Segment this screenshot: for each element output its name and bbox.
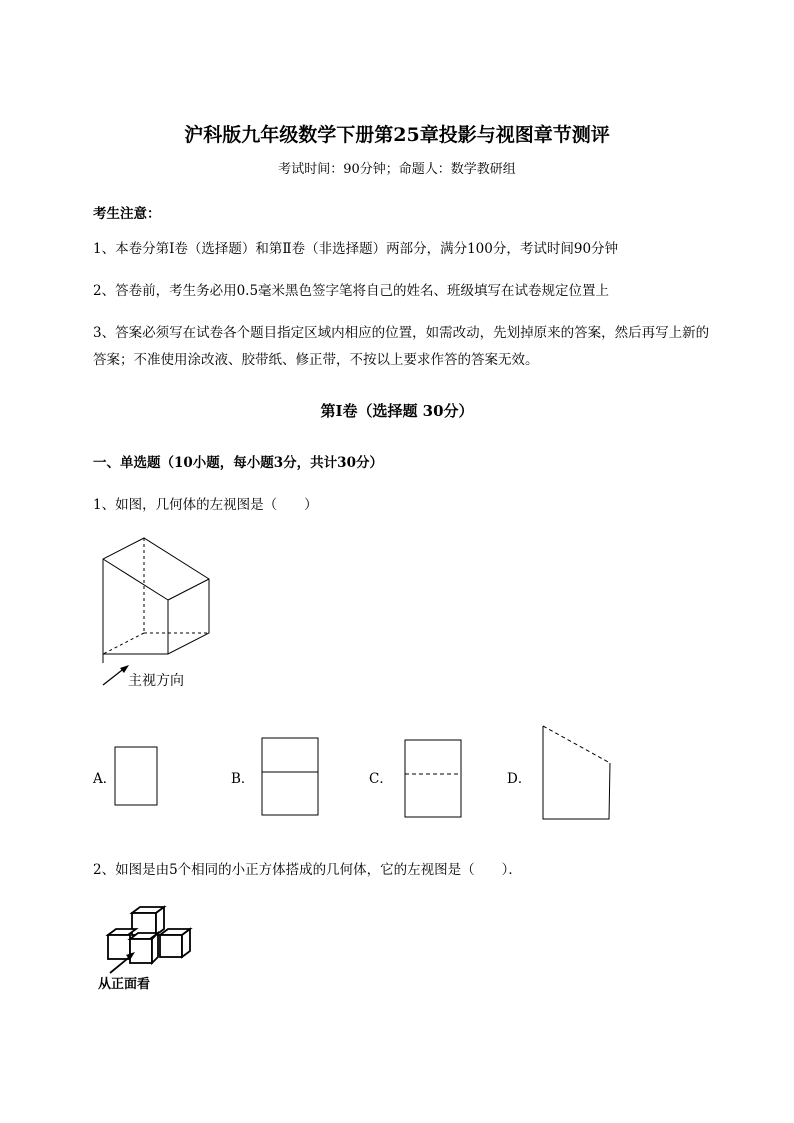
page-title: 沪科版九年级数学下册第25章投影与视图章节测评 <box>184 124 610 146</box>
option-b-label[interactable]: B． <box>231 771 255 787</box>
view-direction-label-2: 从正面看 <box>98 977 151 992</box>
notice-item-1: 1、本卷分第I卷（选择题）和第Ⅱ卷（非选择题）两部分，满分100分，考试时间90分钟 <box>93 241 619 257</box>
option-a-figure[interactable] <box>114 746 160 808</box>
question-1-text: 1、如图，几何体的左视图是（ ） <box>93 497 318 513</box>
option-c-label[interactable]: C． <box>369 771 393 787</box>
part-heading: 一、单选题（10小题，每小题3分，共计30分） <box>93 455 383 471</box>
question-2-figure <box>102 905 197 975</box>
question-1-figure <box>95 530 220 665</box>
question-2-text: 2、如图是由5个相同的小正方体搭成的几何体，它的左视图是（ ）． <box>93 862 522 878</box>
notice-heading: 考生注意： <box>93 206 161 222</box>
option-c-figure[interactable] <box>404 739 464 819</box>
option-d-figure[interactable] <box>541 724 613 822</box>
section-title: 第I卷（选择题 30分） <box>320 402 474 420</box>
notice-item-2: 2、答卷前，考生务必用0.5毫米黑色签字笔将自己的姓名、班级填写在试卷规定位置上 <box>93 283 610 299</box>
option-b-figure[interactable] <box>261 737 321 817</box>
exam-info: 考试时间：90分钟；命题人：数学教研组 <box>278 162 516 177</box>
notice-item-3: 3、答案必须写在试卷各个题目指定区域内相应的位置，如需改动，先划掉原来的答案，然后再写上新的答案；不准使用涂改液、胶带纸、修正带，不按以上要求作答的答案无效。 <box>93 325 710 368</box>
option-a-label[interactable]: A． <box>93 771 117 787</box>
option-d-label[interactable]: D． <box>507 771 532 787</box>
view-direction-label: 主视方向 <box>128 673 184 689</box>
